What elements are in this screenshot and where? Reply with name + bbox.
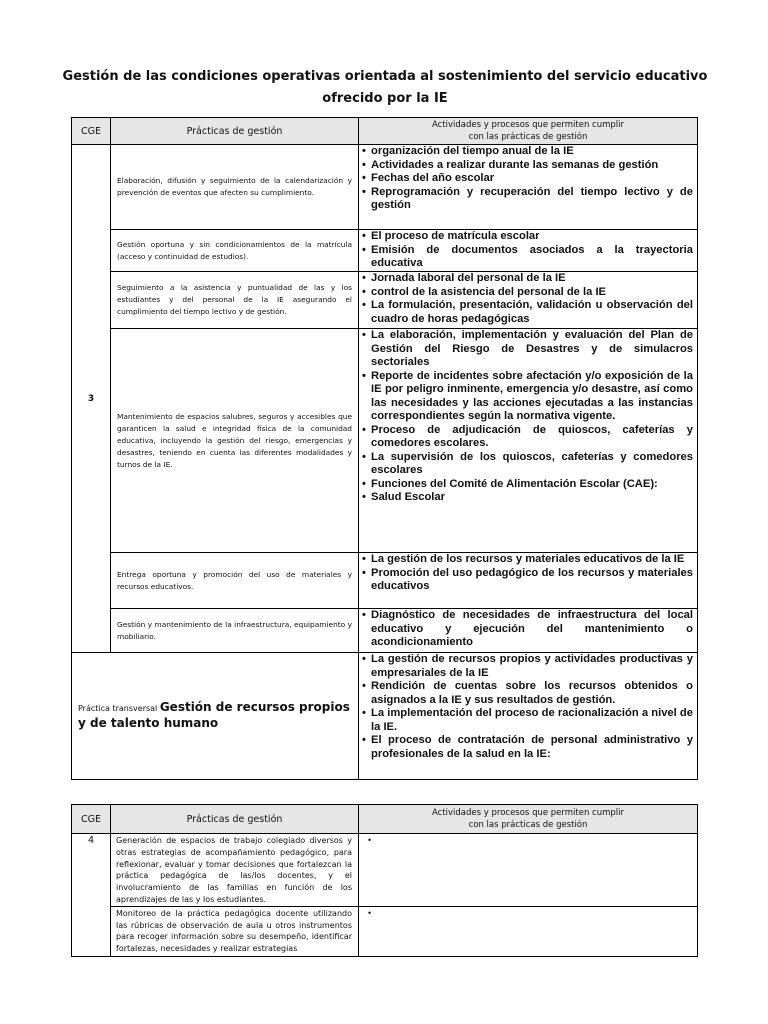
actividades-cell [359,653,698,780]
actividad-item: • La supervisión de los quioscos, cafeterías y comedores escolares [361,451,693,478]
actividad-item: • La gestión de recursos propios y actividades productivas y empresariales de la IE [361,653,693,680]
header-actividades-line1: Actividades y procesos que permiten cumplir [431,808,624,818]
actividades-cell-empty: • [359,834,698,907]
header-actividades-line2: con las prácticas de gestión [468,132,588,142]
actividad-item: • Fechas del año escolar [361,172,693,186]
actividad-item: • El proceso de contratación de personal administrativo y profesionales de la salud en la IE: [361,734,693,761]
transversal-prefix: Práctica transversal [78,704,158,713]
actividades-cell [359,329,698,553]
actividades-cell [359,609,698,653]
actividad-item: • La implementación del proceso de racionalización a nivel de la IE. [361,707,693,734]
actividad-item: • Rendición de cuentas sobre los recursos obtenidos o asignados a la IE y sus resultados de gestión. [361,680,693,707]
practica-cell: Entrega oportuna y promoción del uso de materiales y recursos educativos. [111,553,359,609]
management-table-cge4 [71,804,698,957]
header-actividades-line1: Actividades y procesos que permiten cumplir [431,120,624,130]
actividades-cell [359,230,698,272]
actividad-item: • Actividades a realizar durante las semanas de gestión [361,159,693,173]
actividad-item: • control de la asistencia del personal de la IE [361,286,693,300]
practica-cell: Mantenimiento de espacios salubres, seguros y accesibles que garanticen la salud e integridad física de la comunidad educativa, incluyendo la gestión del riesgo, emergencias y desastres, teniendo en cuenta las diferentes modalidades y turnos de la IE. [111,329,359,553]
actividad-item: • Salud Escolar [361,491,693,505]
practica-cell: Monitoreo de la práctica pedagógica docente utilizando las rúbricas de observación de aula u otros instrumentos para recoger información sobre su desempeño, identificar fortalezas, necesidades y realizar estrategias [111,906,359,956]
document-title: Gestión de las condiciones operativas orientada al sostenimiento del servicio educativo ofrecido por la IE [62,69,708,106]
header-actividades [359,118,698,145]
actividad-item: • La formulación, presentación, validación u observación del cuadro de horas pedagógicas [361,299,693,326]
cge-value: 4 [72,834,111,957]
management-table-cge3 [71,117,698,780]
actividades-cell [359,553,698,609]
actividad-item: • Emisión de documentos asociados a la trayectoria educativa [361,244,693,271]
header-cge: CGE [72,118,111,145]
transversal-title: Gestión de recursos propios y de talento humano [78,700,350,730]
actividad-item: • Reporte de incidentes sobre afectación y/o exposición de la IE por peligro inminente, emergencia y/o desastre, así como las necesidades y las acciones ejecutadas a las instancias correspondientes según la normativa vigente. [361,370,693,424]
actividades-cell-empty: • [359,906,698,956]
header-actividades-line2: con las prácticas de gestión [468,820,588,830]
header-practicas: Prácticas de gestión [111,805,359,834]
header-actividades [359,805,698,834]
actividad-item: • La elaboración, implementación y evaluación del Plan de Gestión del Riesgo de Desastres y de simulacros sectoriales [361,329,693,370]
actividad-item: • El proceso de matrícula escolar [361,230,693,244]
actividades-cell [359,145,698,230]
actividades-cell [359,272,698,329]
practica-cell: Gestión oportuna y sin condicionamientos de la matrícula (acceso y continuidad de estudios). [111,230,359,272]
actividad-item: • Jornada laboral del personal de la IE [361,272,693,286]
practica-transversal [72,653,359,780]
actividad-item: • Funciones del Comité de Alimentación Escolar (CAE): [361,478,693,492]
actividad-item: • Diagnóstico de necesidades de infraestructura del local educativo y ejecución del mantenimiento o acondicionamiento [361,609,693,650]
practica-cell: Seguimiento a la asistencia y puntualidad de las y los estudiantes y del personal de la IE asegurando el cumplimiento del tiempo lectivo y de gestión. [111,272,359,329]
actividad-item: • Promoción del uso pedagógico de los recursos y materiales educativos [361,567,693,594]
actividad-item: • organización del tiempo anual de la IE [361,145,693,159]
practica-cell: Generación de espacios de trabajo colegiado diversos y otras estrategias de acompañamiento pedagógico, para reflexionar, evaluar y tomar decisiones que fortalezcan la práctica pedagógica de las/los docentes, y el involucramiento de las familias en función de los aprendizajes de las y los estudiantes. [111,834,359,907]
header-practicas: Prácticas de gestión [111,118,359,145]
practica-cell: Elaboración, difusión y seguimiento de la calendarización y prevención de eventos que afecten su cumplimiento. [111,145,359,230]
actividad-item: • Reprogramación y recuperación del tiempo lectivo y de gestión [361,186,693,213]
actividad-item: • La gestión de los recursos y materiales educativos de la IE [361,553,693,567]
actividad-item: • Proceso de adjudicación de quioscos, cafeterías y comedores escolares. [361,424,693,451]
header-cge: CGE [72,805,111,834]
cge-value: 3 [72,145,111,653]
practica-cell: Gestión y mantenimiento de la infraestructura, equipamiento y mobiliario. [111,609,359,653]
